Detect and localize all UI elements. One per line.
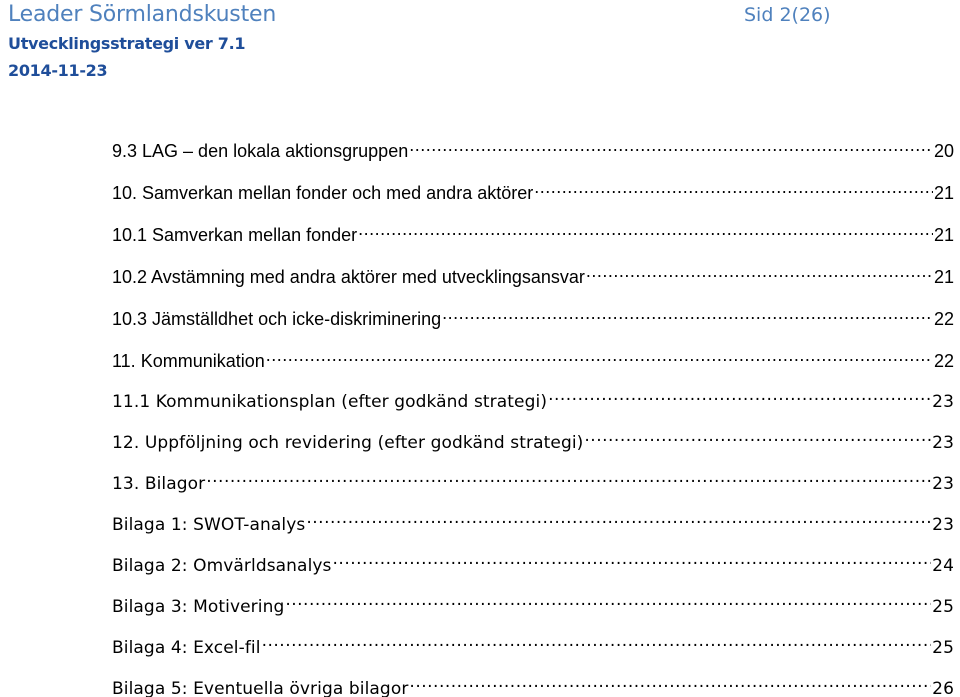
toc-entry[interactable] [112, 135, 960, 161]
toc-entry-title: 11. Kommunikation [112, 351, 265, 371]
toc-entry-page: 20 [933, 141, 954, 161]
toc-entry-title: 10.3 Jämställdhet och icke-diskriminering [112, 309, 442, 329]
toc-entry[interactable] [112, 261, 960, 287]
toc-entry[interactable] [112, 345, 960, 371]
toc-dot-leader [285, 590, 931, 612]
toc-entry-page: 25 [932, 597, 954, 617]
document-title: Leader Sörmlandskusten [8, 2, 277, 27]
toc-dot-leader [534, 177, 933, 199]
toc-entry-title: 12. Uppföljning och revidering (efter godkänd strategi) [112, 433, 584, 453]
toc-dot-leader [548, 385, 931, 407]
toc-entry-page: 24 [932, 556, 954, 576]
toc-dot-leader [442, 303, 933, 325]
toc-entry[interactable] [112, 177, 960, 203]
toc-entry[interactable] [112, 631, 960, 658]
toc-entry-page: 23 [932, 515, 954, 535]
toc-dot-leader [206, 467, 931, 489]
toc-entry[interactable] [112, 672, 960, 697]
toc-dot-leader [409, 135, 933, 157]
toc-entry-title: Bilaga 4: Excel-fil [112, 638, 261, 658]
toc-entry-title: Bilaga 1: SWOT-analys [112, 515, 306, 535]
toc-dot-leader [358, 219, 933, 241]
toc-entry[interactable] [112, 590, 960, 617]
toc-entry-title: 10.2 Avstämning med andra aktörer med utvecklingsansvar [112, 267, 585, 287]
toc-entry[interactable] [112, 303, 960, 329]
toc-entry[interactable] [112, 508, 960, 535]
toc-entry-title: 11.1 Kommunikationsplan (efter godkänd strategi) [112, 392, 548, 412]
toc-dot-leader [584, 426, 931, 448]
toc-entry-title: Bilaga 5: Eventuella övriga bilagor [112, 679, 409, 697]
document-subtitle: Utvecklingsstrategi ver 7.1 [8, 34, 246, 53]
toc-entry-page: 25 [932, 638, 954, 658]
toc-entry-page: 23 [932, 474, 954, 494]
toc-entry[interactable] [112, 219, 960, 245]
toc-dot-leader [262, 631, 932, 653]
toc-entry-page: 21 [933, 267, 954, 287]
toc-entry-page: 22 [933, 309, 954, 329]
toc-entry-page: 21 [933, 225, 954, 245]
toc-entry-title: 13. Bilagor [112, 474, 206, 494]
toc-entry-page: 26 [932, 679, 954, 697]
toc-entry-title: Bilaga 2: Omvärldsanalys [112, 556, 332, 576]
toc-entry-page: 23 [932, 392, 954, 412]
document-date: 2014-11-23 [8, 61, 108, 80]
toc-entry-page: 21 [933, 183, 954, 203]
page-number: Sid 2(26) [744, 4, 831, 26]
toc-entry[interactable] [112, 426, 960, 453]
toc-entry-title: Bilaga 3: Motivering [112, 597, 285, 617]
toc-dot-leader [333, 549, 932, 571]
toc-entry-title: 9.3 LAG – den lokala aktionsgruppen [112, 141, 409, 161]
toc-dot-leader [266, 345, 933, 367]
toc-entry[interactable] [112, 549, 960, 576]
toc-entry-page: 23 [932, 433, 954, 453]
toc-entry-page: 22 [933, 351, 954, 371]
toc-entry[interactable] [112, 385, 960, 412]
toc-dot-leader [586, 261, 933, 283]
toc-entry-title: 10.1 Samverkan mellan fonder [112, 225, 358, 245]
toc-entry[interactable] [112, 467, 960, 494]
toc-dot-leader [409, 672, 931, 694]
toc-entry-title: 10. Samverkan mellan fonder och med andra aktörer [112, 183, 534, 203]
toc-dot-leader [306, 508, 931, 530]
